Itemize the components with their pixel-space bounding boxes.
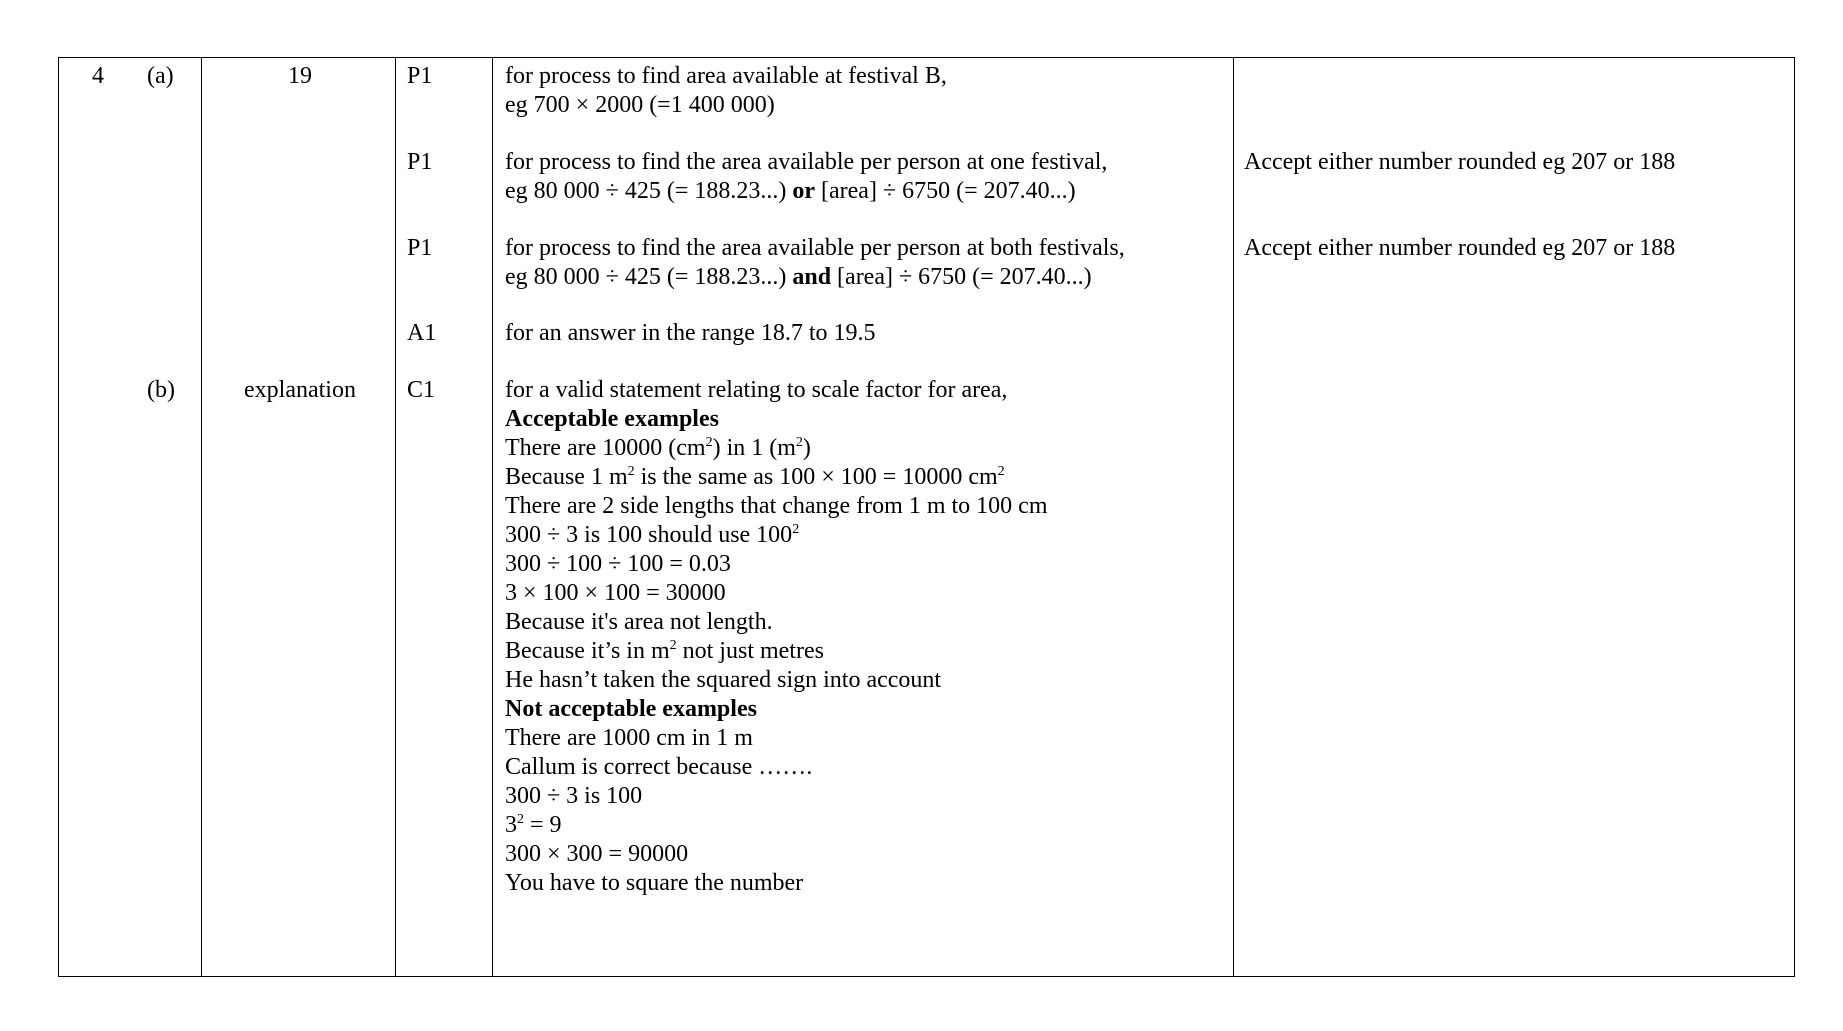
superscript: 2 bbox=[705, 435, 713, 450]
column-divider-notes bbox=[492, 58, 493, 976]
part-a-row2-mark: P1 bbox=[407, 149, 433, 175]
notes-keyword-or: or bbox=[792, 178, 815, 204]
column-divider-mark bbox=[395, 58, 396, 976]
example-text: = 9 bbox=[524, 812, 562, 838]
part-a-row2-guidance: Accept either number rounded eg 207 or 188 bbox=[1244, 149, 1676, 175]
example-text: Because 1 m bbox=[505, 464, 628, 490]
example-text: 300 ÷ 3 is 100 should use 100 bbox=[505, 522, 793, 548]
notes-line bbox=[505, 263, 1125, 292]
part-b-mark: C1 bbox=[407, 377, 436, 403]
part-a-row3-notes bbox=[505, 234, 1125, 292]
part-b-answer: explanation bbox=[244, 377, 356, 403]
notes-line: for a valid statement relating to scale factor for area, bbox=[505, 377, 1008, 403]
not-acceptable-example: 300 × 300 = 90000 bbox=[505, 841, 689, 867]
part-a-row1-notes bbox=[505, 62, 947, 120]
part-a-row4-notes bbox=[505, 319, 876, 348]
example-text: Because it’s in m bbox=[505, 638, 670, 664]
acceptable-examples-heading: Acceptable examples bbox=[505, 406, 719, 432]
notes-line: for process to find the area available per person at both festivals, bbox=[505, 235, 1125, 261]
part-a-row1-mark: P1 bbox=[407, 63, 433, 89]
part-b-label: (b) bbox=[147, 377, 175, 403]
not-acceptable-example: There are 1000 cm in 1 m bbox=[505, 725, 753, 751]
acceptable-example: 3 × 100 × 100 = 30000 bbox=[505, 580, 726, 606]
example-text: There are 10000 (cm bbox=[505, 435, 706, 461]
acceptable-example: There are 2 side lengths that change from 1 m to 100 cm bbox=[505, 493, 1048, 519]
notes-line: for process to find the area available per person at one festival, bbox=[505, 149, 1108, 175]
example-text: not just metres bbox=[676, 638, 824, 664]
acceptable-example bbox=[505, 521, 1048, 550]
acceptable-example: He hasn’t taken the squared sign into account bbox=[505, 667, 942, 693]
not-acceptable-example: You have to square the number bbox=[505, 870, 804, 896]
notes-line: for an answer in the range 18.7 to 19.5 bbox=[505, 320, 876, 346]
notes-text: [area] ÷ 6750 (= 207.40...) bbox=[831, 264, 1092, 290]
superscript: 2 bbox=[669, 638, 677, 653]
part-a-row3-guidance: Accept either number rounded eg 207 or 188 bbox=[1244, 235, 1676, 261]
superscript: 2 bbox=[795, 435, 803, 450]
example-text: is the same as 100 × 100 = 10000 cm bbox=[634, 464, 998, 490]
part-a-label: (a) bbox=[147, 63, 174, 89]
part-a-row4-mark: A1 bbox=[407, 320, 437, 346]
example-text: ) bbox=[802, 435, 811, 461]
example-text: 3 bbox=[505, 812, 517, 838]
superscript: 2 bbox=[627, 464, 635, 479]
notes-line bbox=[505, 177, 1107, 206]
acceptable-example bbox=[505, 463, 1048, 492]
superscript: 2 bbox=[517, 812, 524, 827]
part-a-row3-mark: P1 bbox=[407, 235, 433, 261]
part-b-notes bbox=[505, 376, 1048, 898]
notes-text: eg 80 000 ÷ 425 (= 188.23...) bbox=[505, 264, 793, 290]
example-text: ) in 1 (m bbox=[712, 435, 796, 461]
superscript: 2 bbox=[792, 522, 800, 537]
notes-line: for process to find area available at festival B, bbox=[505, 63, 947, 89]
notes-text: eg 80 000 ÷ 425 (= 188.23...) bbox=[505, 178, 793, 204]
not-acceptable-example: 300 ÷ 3 is 100 bbox=[505, 783, 643, 809]
notes-line: eg 700 × 2000 (=1 400 000) bbox=[505, 92, 775, 118]
acceptable-example bbox=[505, 434, 1048, 463]
part-a-row2-notes bbox=[505, 148, 1107, 206]
part-a-answer: 19 bbox=[288, 63, 312, 89]
notes-text: [area] ÷ 6750 (= 207.40...) bbox=[815, 178, 1076, 204]
notes-keyword-and: and bbox=[792, 264, 832, 290]
not-acceptable-example bbox=[505, 811, 1048, 840]
acceptable-example bbox=[505, 637, 1048, 666]
not-acceptable-example: Callum is correct because ……. bbox=[505, 754, 813, 780]
acceptable-example: 300 ÷ 100 ÷ 100 = 0.03 bbox=[505, 551, 731, 577]
column-divider-answer bbox=[201, 58, 202, 976]
not-acceptable-examples-heading: Not acceptable examples bbox=[505, 696, 757, 722]
acceptable-example: Because it's area not length. bbox=[505, 609, 773, 635]
superscript: 2 bbox=[997, 464, 1005, 479]
mark-scheme-table bbox=[58, 57, 1795, 977]
column-divider-guidance bbox=[1233, 58, 1234, 976]
question-number: 4 bbox=[92, 63, 104, 89]
